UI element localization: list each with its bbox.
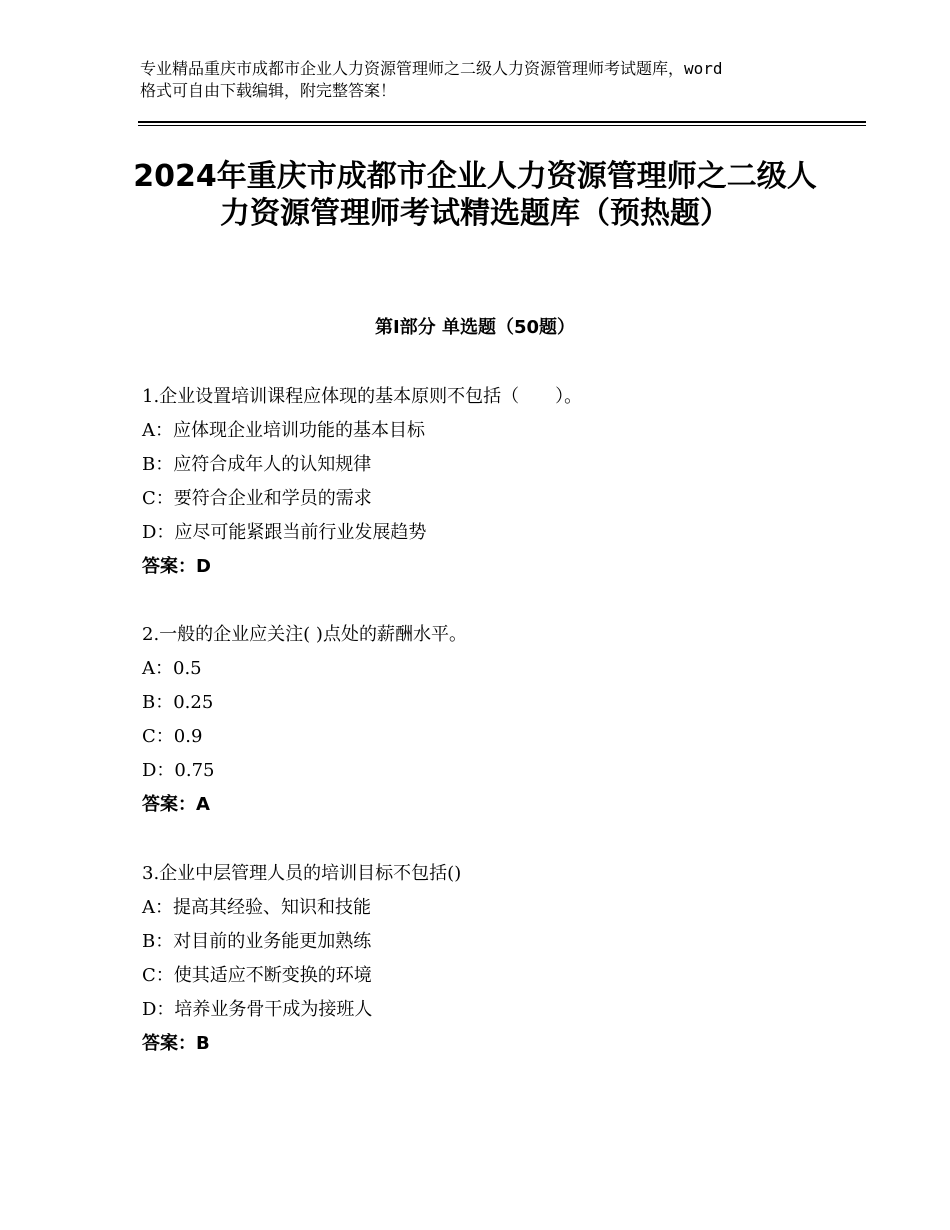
option-d: D：培养业务骨干成为接班人: [142, 999, 373, 1020]
option-c: C：要符合企业和学员的需求: [142, 488, 372, 509]
option-a: A：应体现企业培训功能的基本目标: [142, 420, 425, 441]
section-title: 第Ⅰ部分 单选题（50题）: [374, 317, 575, 338]
option-b: B：对目前的业务能更加熟练: [142, 931, 372, 952]
option-d: D：0.75: [142, 760, 215, 781]
question-stem: 1.企业设置培训课程应体现的基本原则不包括（ ）。: [142, 386, 583, 407]
header-rule-thick: [138, 121, 866, 123]
question-3: [142, 857, 842, 1061]
header-note: 专业精品重庆市成都市企业人力资源管理师之二级人力资源管理师考试题库，word 格式可自由下载编辑，附完整答案！: [140, 59, 723, 100]
answer-line: 答案：B: [142, 1033, 210, 1054]
header-rule-thin: [138, 125, 866, 126]
option-d: D：应尽可能紧跟当前行业发展趋势: [142, 522, 427, 543]
document-title: 2024年重庆市成都市企业人力资源管理师之二级人力资源管理师考试精选题库（预热题）: [133, 159, 817, 231]
question-stem: 3.企业中层管理人员的培训目标不包括(): [142, 863, 462, 884]
answer-line: 答案：A: [142, 794, 210, 815]
question-1: [142, 380, 842, 584]
option-a: A：提高其经验、知识和技能: [142, 897, 371, 918]
answer-line: 答案：D: [142, 556, 211, 577]
question-stem: 2.一般的企业应关注( )点处的薪酬水平。: [142, 624, 467, 645]
option-c: C：0.9: [142, 726, 203, 747]
option-b: B：0.25: [142, 692, 214, 713]
question-2: [142, 618, 842, 822]
option-b: B：应符合成年人的认知规律: [142, 454, 372, 475]
option-a: A：0.5: [142, 658, 202, 679]
option-c: C：使其适应不断变换的环境: [142, 965, 372, 986]
